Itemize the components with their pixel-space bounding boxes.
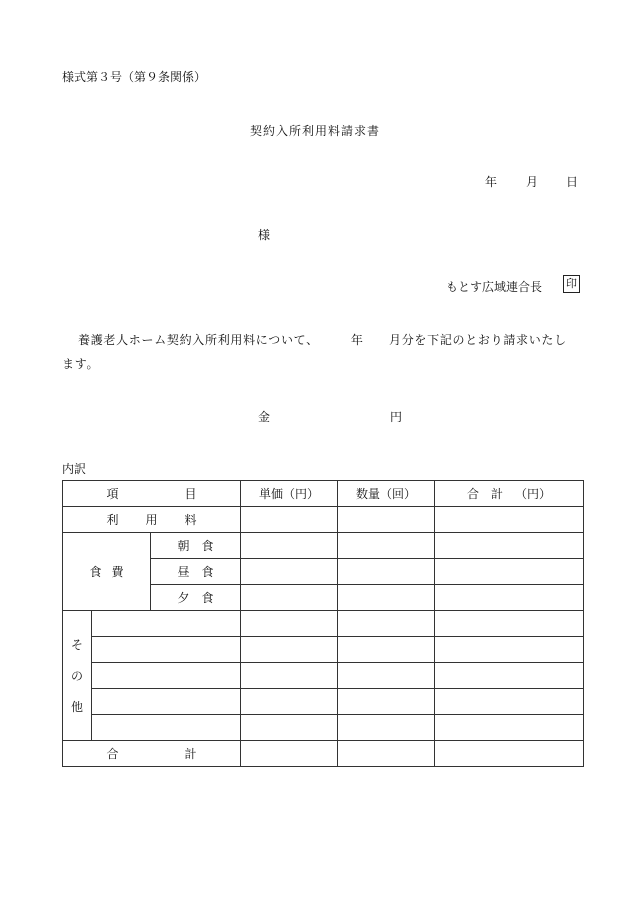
amount-unit: 円 [390,410,403,424]
breakfast-unit-price-cell[interactable] [241,533,338,559]
other-total-cell[interactable] [435,689,584,715]
lunch-char: 昼 [177,565,190,579]
other-item-name-cell[interactable] [92,663,241,689]
other-total-cell[interactable] [435,715,584,741]
other-item-name-cell[interactable] [92,611,241,637]
table-row-other [63,611,584,637]
grand-total-amount-cell[interactable] [435,741,584,767]
header-unit-price: 単価（円） [241,481,338,507]
document-title: 契約入所利用料請求書 [249,124,380,138]
other-unit-price-cell[interactable] [241,715,338,741]
other-quantity-cell[interactable] [338,611,435,637]
lunch-unit-price-cell[interactable] [241,559,338,585]
table-row-other [63,637,584,663]
amount-prefix: 金 [258,410,271,424]
breakdown-table [62,480,584,767]
usage-fee-char: 用 [145,513,158,527]
table-row-other [63,715,584,741]
header-total-unit: （円） [514,487,551,501]
header-total-char: 計 [491,487,504,501]
usage-fee-char: 利 [106,513,119,527]
seal-box: 印 [563,275,580,293]
breakfast-quantity-cell[interactable] [338,533,435,559]
issuer-name: もとす広域連合長 [446,280,543,294]
lunch-quantity-cell[interactable] [338,559,435,585]
dinner-total-cell[interactable] [435,585,584,611]
dinner-char: 夕 [177,591,190,605]
other-quantity-cell[interactable] [338,637,435,663]
table-row-grand-total [63,741,584,767]
table-row-usage-fee [63,507,584,533]
dinner-unit-price-cell[interactable] [241,585,338,611]
grand-total-label [63,741,241,767]
other-total-cell[interactable] [435,611,584,637]
usage-fee-label [63,507,241,533]
grand-total-char: 合 [106,747,119,761]
meal-cost-char: 食 [89,565,102,579]
dinner-char: 食 [201,591,214,605]
other-unit-price-cell[interactable] [241,611,338,637]
other-unit-price-cell[interactable] [241,637,338,663]
other-char: の [70,669,83,683]
meal-cost-label [63,533,151,611]
lunch-char: 食 [201,565,214,579]
date-month-label: 月 [526,175,539,189]
other-unit-price-cell[interactable] [241,663,338,689]
breakfast-label [151,533,241,559]
other-total-cell[interactable] [435,637,584,663]
other-quantity-cell[interactable] [338,663,435,689]
header-total-char: 合 [467,487,480,501]
date-day-label: 日 [566,175,579,189]
breakfast-char: 朝 [177,539,190,553]
other-item-name-cell[interactable] [92,637,241,663]
grand-total-quantity-cell[interactable] [338,741,435,767]
header-item-char: 項 [106,487,119,501]
other-item-name-cell[interactable] [92,689,241,715]
usage-fee-total-cell[interactable] [435,507,584,533]
other-label [63,611,92,741]
body-text-line1: 養護老人ホーム契約入所利用料について、 年 月分を下記のとおり請求いたし [78,333,567,347]
lunch-label [151,559,241,585]
usage-fee-unit-price-cell[interactable] [241,507,338,533]
other-quantity-cell[interactable] [338,689,435,715]
other-char: そ [70,638,83,652]
usage-fee-quantity-cell[interactable] [338,507,435,533]
header-item-char: 目 [184,487,197,501]
header-item [63,481,241,507]
table-row-breakfast [63,533,584,559]
other-char: 他 [70,700,83,714]
meal-cost-char: 費 [111,565,124,579]
other-total-cell[interactable] [435,663,584,689]
table-row-other [63,689,584,715]
form-number: 様式第３号（第９条関係） [62,70,207,84]
body-text-line2: ます。 [62,357,100,371]
header-quantity: 数量（回） [338,481,435,507]
grand-total-unit-price-cell[interactable] [241,741,338,767]
dinner-label [151,585,241,611]
grand-total-char: 計 [184,747,197,761]
date-year-label: 年 [485,175,498,189]
header-total [435,481,584,507]
breakfast-char: 食 [201,539,214,553]
other-item-name-cell[interactable] [92,715,241,741]
other-unit-price-cell[interactable] [241,689,338,715]
usage-fee-char: 料 [184,513,197,527]
addressee-suffix: 様 [258,228,271,242]
other-quantity-cell[interactable] [338,715,435,741]
breakfast-total-cell[interactable] [435,533,584,559]
breakdown-label: 内訳 [62,462,87,476]
table-header-row [63,481,584,507]
dinner-quantity-cell[interactable] [338,585,435,611]
lunch-total-cell[interactable] [435,559,584,585]
table-row-other [63,663,584,689]
